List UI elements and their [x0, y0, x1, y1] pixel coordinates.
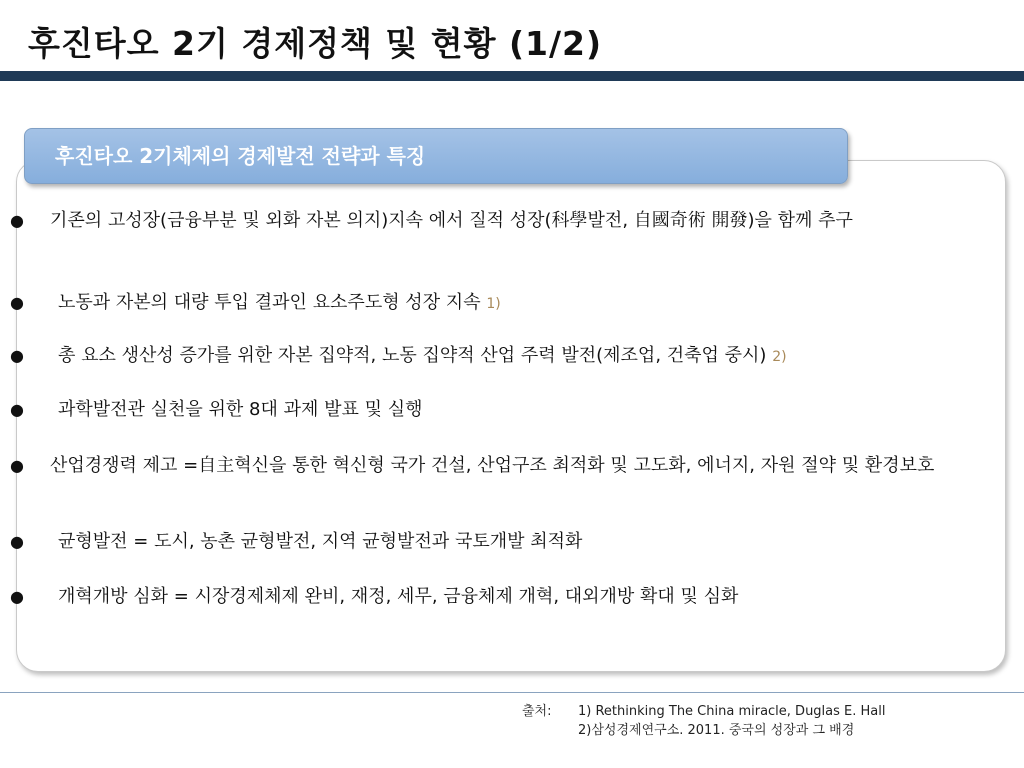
bullet-text: 기존의 고성장(금융부분 및 외화 자본 의지)지속 에서 질적 성장(科學발전, 自國奇術 開發)을 함께 추구 [50, 210, 853, 231]
bullet-text: 개혁개방 심화 = 시장경제체제 완비, 재정, 세무, 금융체제 개혁, 대외개방 확대 및 심화 [58, 586, 739, 607]
source-line: 1) Rethinking The China miracle, Duglas E. Hall [578, 704, 886, 719]
slide-title: 후진타오 2기 경제정책 및 현황 (1/2) [28, 24, 603, 63]
bullet-icon: ● [10, 532, 24, 551]
bullet-icon: ● [10, 293, 24, 312]
source-line: 2)삼성경제연구소. 2011. 중국의 성장과 그 배경 [578, 723, 855, 738]
source-label: 출처: [522, 704, 552, 719]
bullet-icon: ● [10, 456, 24, 475]
bullet-text: 총 요소 생산성 증가를 위한 자본 집약적, 노동 집약적 산업 주력 발전(제조업, 건축업 중시) 2) [58, 345, 787, 366]
section-header: 후진타오 2기체제의 경제발전 전략과 특징 [24, 128, 848, 184]
bullet-icon: ● [10, 400, 24, 419]
bullet-text: 균형발전 = 도시, 농촌 균형발전, 지역 균형발전과 국토개발 최적화 [58, 531, 583, 552]
bullet-icon: ● [10, 587, 24, 606]
bullet-text: 노동과 자본의 대량 투입 결과인 요소주도형 성장 지속 1) [58, 292, 501, 313]
bullet-icon: ● [10, 346, 24, 365]
footer-divider [0, 692, 1024, 693]
reference-marker: 1) [486, 296, 501, 312]
bullet-text: 산업경쟁력 제고 =自主혁신을 통한 혁신형 국가 건설, 산업구조 최적화 및 고도화, 에너지, 자원 절약 및 환경보호 [50, 455, 935, 476]
bullet-text: 과학발전관 실천을 위한 8대 과제 발표 및 실행 [58, 399, 423, 420]
bullet-icon: ● [10, 211, 24, 230]
reference-marker: 2) [772, 349, 787, 365]
